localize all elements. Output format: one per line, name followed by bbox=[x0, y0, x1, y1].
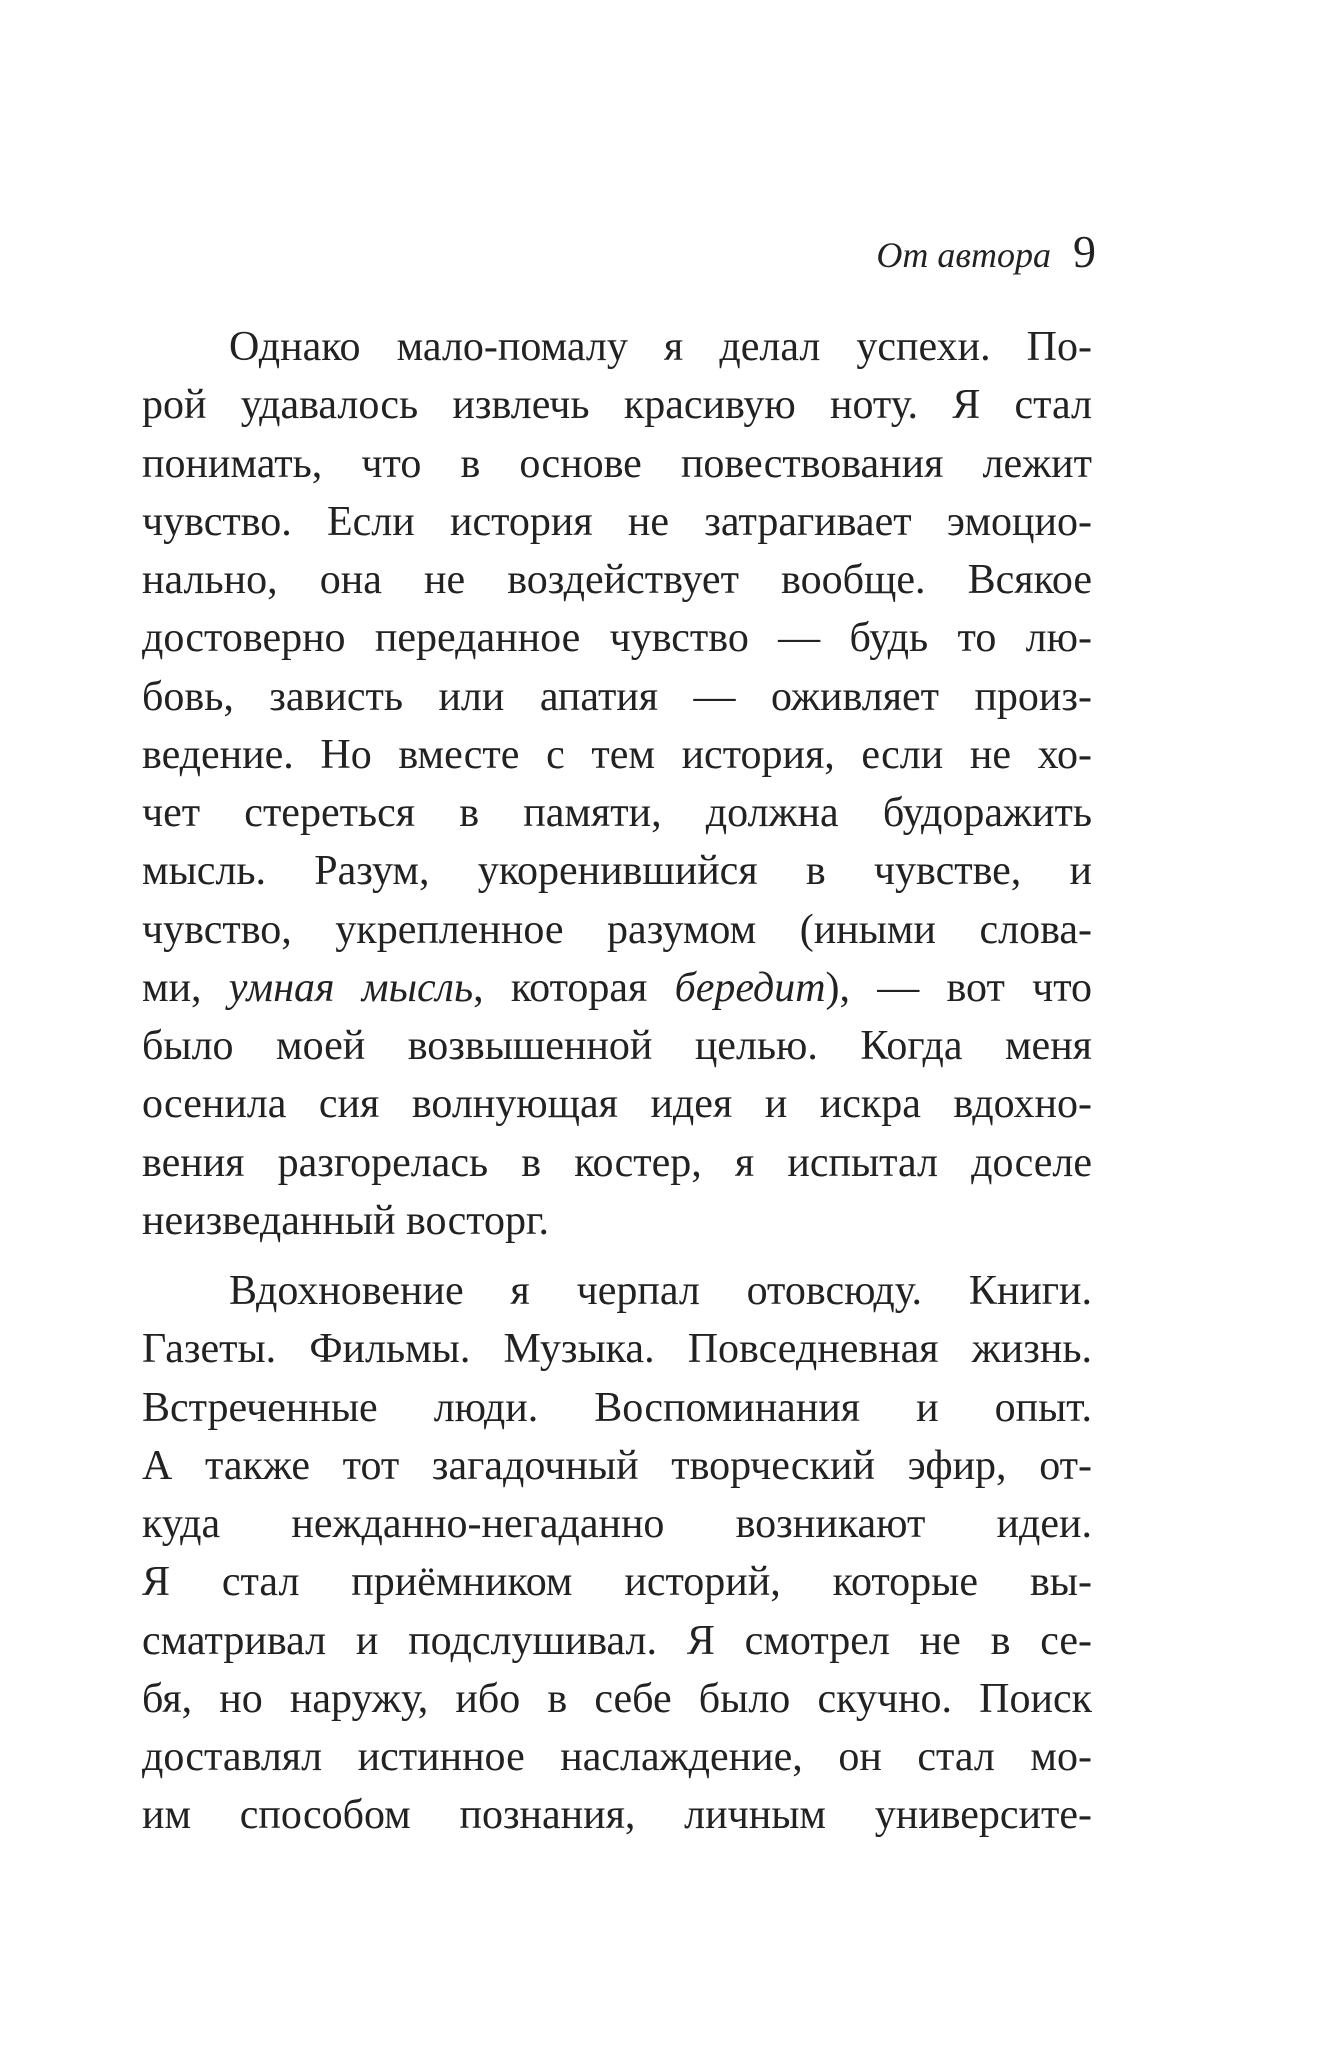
italic-phrase: умная мысль bbox=[228, 964, 474, 1011]
text-line: чет стереться в памяти, должна будоражить bbox=[142, 790, 1092, 836]
text-line: сматривал и подслушивал. Я смотрел не в се- bbox=[142, 1617, 1092, 1664]
text-line: мысль. Разум, укоренившийся в чувстве, и bbox=[142, 848, 1092, 895]
text-fragment: ), — вот что bbox=[825, 964, 1092, 1011]
page-number: 9 bbox=[1073, 226, 1096, 277]
text-fragment: , которая bbox=[473, 964, 675, 1011]
text-line: рой удавалось извлечь красивую ноту. Я стал bbox=[142, 382, 1092, 429]
text-line: куда нежданно-негаданно возникают идеи. bbox=[142, 1501, 1092, 1547]
text-line: нально, она не воздействует вообще. Всякое bbox=[142, 557, 1092, 603]
text-line: было моей возвышенной целью. Когда меня bbox=[142, 1023, 1092, 1069]
body-text bbox=[142, 318, 1092, 1845]
section-title: От автора bbox=[876, 235, 1051, 275]
text-line: неизведанный восторг. bbox=[142, 1197, 550, 1244]
text-line: бя, но наружу, ибо в себе было скучно. Поиск bbox=[142, 1675, 1092, 1722]
text-line: А также тот загадочный творческий эфир, от- bbox=[142, 1442, 1092, 1489]
running-head bbox=[876, 225, 1096, 278]
italic-phrase: бередит bbox=[674, 964, 826, 1011]
text-line: Однако мало-помалу я делал успехи. По- bbox=[229, 324, 1092, 370]
text-line: чувство, укрепленное разумом (иными слова- bbox=[142, 906, 1092, 953]
text-line: ведение. Но вместе с тем история, если не хо- bbox=[142, 731, 1092, 778]
text-line: понимать, что в основе повествования лежит bbox=[142, 440, 1092, 487]
text-line: им способом познания, личным университе- bbox=[142, 1792, 1092, 1839]
text-line: бовь, зависть или апатия — оживляет произ- bbox=[142, 673, 1092, 720]
paragraph bbox=[142, 318, 1092, 1250]
text-line: достоверно переданное чувство — будь то лю- bbox=[142, 615, 1092, 662]
text-line: чувство. Если история не затрагивает эмоцио- bbox=[142, 498, 1092, 545]
text-line: Вдохновение я черпал отовсюду. Книги. bbox=[229, 1268, 1092, 1314]
text-line: Встреченные люди. Воспоминания и опыт. bbox=[142, 1384, 1092, 1431]
text-line: Я стал приёмником историй, которые вы- bbox=[142, 1559, 1092, 1606]
text-line: Газеты. Фильмы. Музыка. Повседневная жизнь. bbox=[142, 1326, 1092, 1373]
text-line: вения разгорелась в костер, я испытал доселе bbox=[142, 1139, 1092, 1186]
text-line: осенила сия волнующая идея и искра вдохно- bbox=[142, 1081, 1092, 1128]
text-line bbox=[142, 959, 1092, 1017]
text-line: доставлял истинное наслаждение, он стал мо- bbox=[142, 1734, 1092, 1780]
paragraph bbox=[142, 1262, 1092, 1845]
text-fragment: ми, bbox=[142, 964, 229, 1011]
